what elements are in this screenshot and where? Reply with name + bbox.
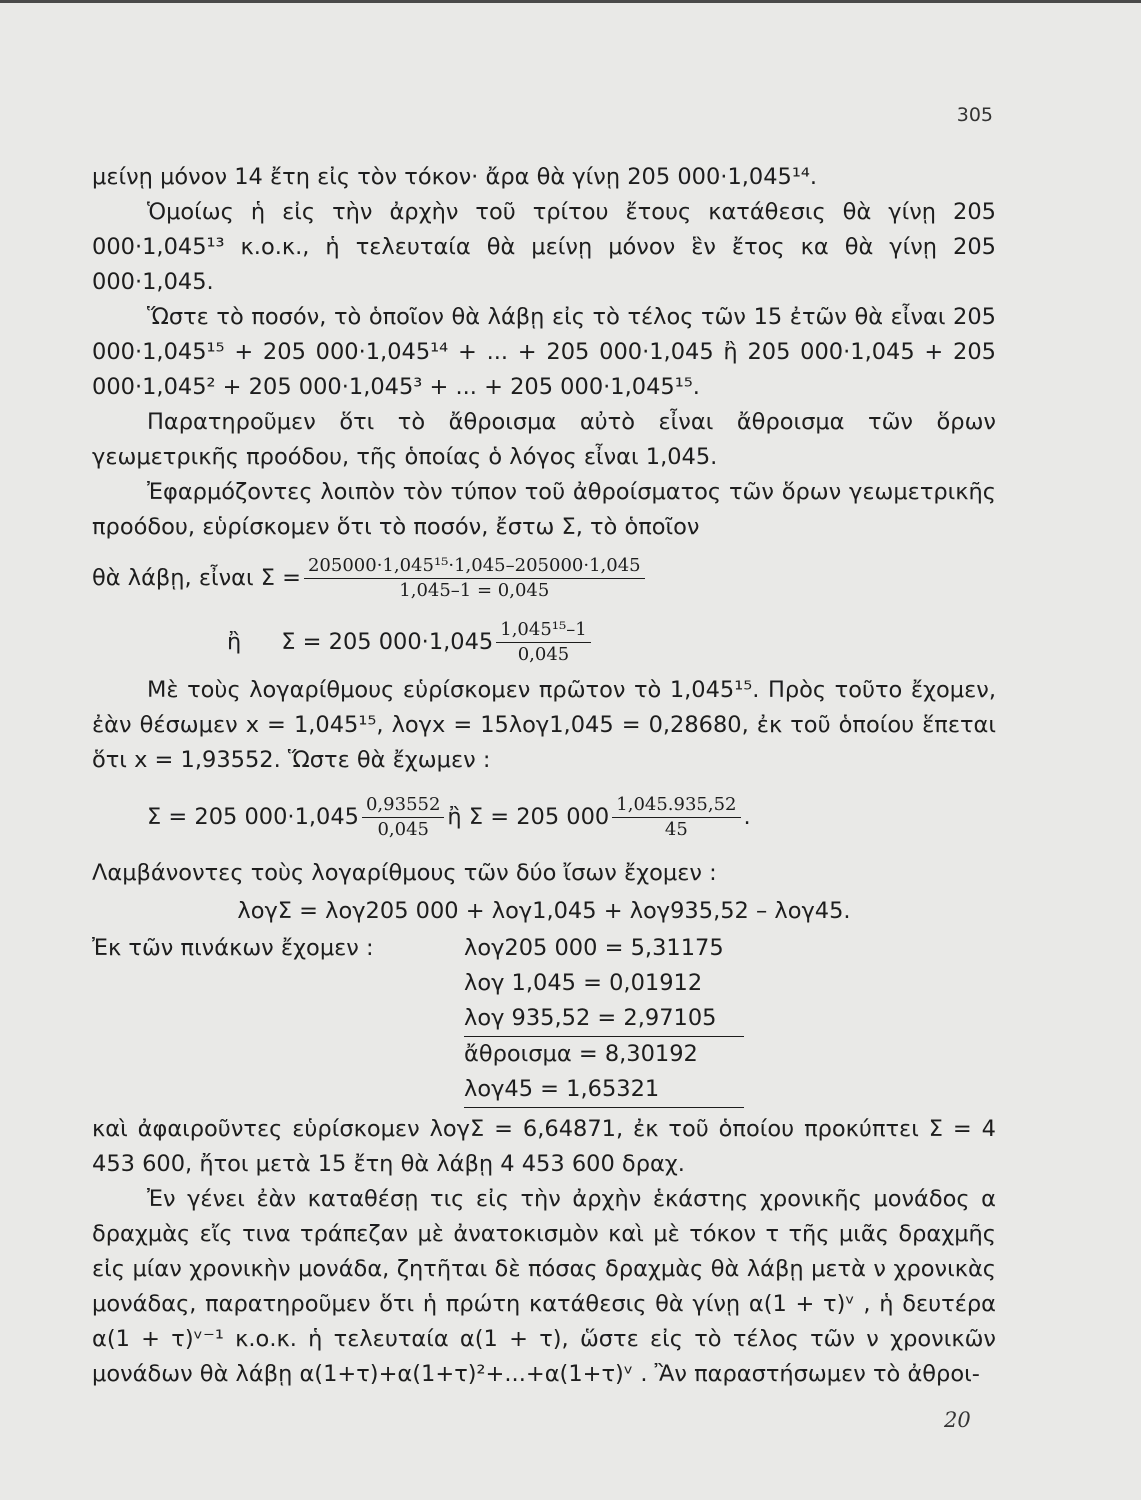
sum-formula (92, 545, 996, 611)
simplified-numerator: 1,045¹⁵–1 (496, 619, 590, 643)
log-row-3: λογ 935,52 = 2,97105 (464, 1001, 744, 1037)
numeric-fraction-2-denominator: 45 (664, 818, 688, 840)
sum-fraction-numerator: 205000·1,045¹⁵·1,045–205000·1,045 (304, 555, 645, 579)
numeric-lhs: Σ = 205 000·1,045 (147, 804, 359, 830)
log-table-label: Ἐκ τῶν πινάκων ἔχομεν : (92, 935, 374, 961)
log-table (92, 931, 744, 1108)
sum-fraction-denominator: 1,045–1 = 0,045 (399, 579, 550, 601)
top-edge-line (0, 0, 1141, 3)
sum-formula-prefix: θὰ λάβῃ, εἶναι Σ = (92, 565, 301, 591)
sum-fraction (304, 555, 645, 602)
log-row-5: λογ45 = 1,65321 (464, 1072, 744, 1108)
log-row-2: λογ 1,045 = 0,01912 (464, 970, 703, 996)
paragraph-1: μείνῃ μόνον 14 ἔτη εἰς τὸν τόκον· ἄρα θὰ γίνῃ 205 000·1,045¹⁴. (92, 164, 818, 190)
paragraph-7: Λαμβάνοντες τοὺς λογαρίθμους τῶν δύο ἴσων ἔχομεν : (92, 860, 717, 886)
simplified-denominator: 0,045 (517, 643, 570, 665)
paragraph-3: Ὥστε τὸ ποσόν, τὸ ὁποῖον θὰ λάβῃ εἰς τὸ τέλος τῶν 15 ἐτῶν θὰ εἶναι 205 000·1,045¹⁵ + 205 000·1,045¹⁴ + ... + 205 000·1,045 ἢ 205 000·1,045 + 205 000·1,045² + 205 000·1,045³ + ... + 205 000·1,045¹⁵. (92, 304, 996, 400)
paragraph-2: Ὁμοίως ἡ εἰς τὴν ἀρχὴν τοῦ τρίτου ἔτους κατάθεσις θὰ γίνῃ 205 000·1,045¹³ κ.ο.κ., ἡ τελευταία θὰ μείνῃ μόνον ἓν ἔτος κα θὰ γίνῃ 205 000·1,045. (92, 199, 996, 295)
log-row-sum: ἄθροισμα = 8,30192 (464, 1041, 698, 1067)
page-number: 305 (956, 104, 993, 126)
signature-folio: 20 (944, 1408, 971, 1432)
paragraph-9: Ἐν γένει ἐὰν καταθέσῃ τις εἰς τὴν ἀρχὴν ἑκάστης χρονικῆς μονάδος α δραχμὰς εἴς τινα τράπεζαν μὲ ἀνατοκισμὸν καὶ μὲ τόκον τ τῆς μιᾶς δραχμῆς εἰς μίαν χρονικὴν μονάδα, ζητῆται δὲ πόσας δραχμὰς θὰ λάβῃ μετὰ ν χρονικὰς μονάδας, παρατηροῦμεν ὅτι ἡ πρώτη κατάθεσις θὰ γίνῃ α(1 + τ)ᵛ , ἡ δευτέρα α(1 + τ)ᵛ⁻¹ κ.ο.κ. ἡ τελευταία α(1 + τ), ὥστε εἰς τὸ τέλος τῶν ν χρονικῶν μονάδων θὰ λάβῃ α(1+τ)+α(1+τ)²+...+α(1+τ)ᵛ . Ἂν παραστήσωμεν τὸ ἀθροι- (92, 1186, 996, 1387)
numeric-fraction-1-denominator: 0,045 (377, 818, 429, 840)
numeric-middle: ἢ Σ = 205 000 (447, 804, 610, 830)
simplified-fraction (496, 619, 590, 666)
numeric-end: . (743, 804, 751, 830)
numeric-fraction-1-numerator: 0,93552 (362, 794, 444, 818)
or-word: ἢ (227, 629, 242, 655)
paragraph-4: Παρατηροῦμεν ὅτι τὸ ἄθροισμα αὐτὸ εἶναι ἄθροισμα τῶν ὅρων γεωμετρικῆς προόδου, τῆς ὁποίας ὁ λόγος εἶναι 1,045. (92, 409, 996, 470)
numeric-formula (92, 778, 996, 856)
page-body (92, 160, 996, 1392)
sum-formula-simplified (92, 611, 996, 673)
paragraph-5: Ἐφαρμόζοντες λοιπὸν τὸν τύπον τοῦ ἀθροίσματος τῶν ὅρων γεωμετρικῆς προόδου, εὑρίσκομεν ὅτι τὸ ποσόν, ἔστω Σ, τὸ ὁποῖον (92, 479, 996, 540)
paragraph-8: καὶ ἀφαιροῦντες εὑρίσκομεν λογΣ = 6,64871, ἐκ τοῦ ὁποίου προκύπτει Σ = 4 453 600, ἤτοι μετὰ 15 ἔτη θὰ λάβῃ 4 453 600 δραχ. (92, 1116, 996, 1177)
log-equation: λογΣ = λογ205 000 + λογ1,045 + λογ935,52 – λογ45. (237, 898, 851, 924)
numeric-fraction-1 (362, 794, 444, 841)
log-row-1: λογ205 000 = 5,31175 (464, 935, 724, 961)
numeric-fraction-2-numerator: 1,045.935,52 (612, 794, 740, 818)
paragraph-6: Μὲ τοὺς λογαρίθμους εὑρίσκομεν πρῶτον τὸ 1,045¹⁵. Πρὸς τοῦτο ἔχομεν, ἐὰν θέσωμεν x = 1,045¹⁵, λογx = 15λογ1,045 = 0,28680, ἐκ τοῦ ὁποίου ἕπεται ὅτι x = 1,93552. Ὥστε θὰ ἔχωμεν : (92, 677, 996, 773)
simplified-lhs: Σ = 205 000·1,045 (281, 629, 494, 655)
numeric-fraction-2 (612, 794, 740, 841)
